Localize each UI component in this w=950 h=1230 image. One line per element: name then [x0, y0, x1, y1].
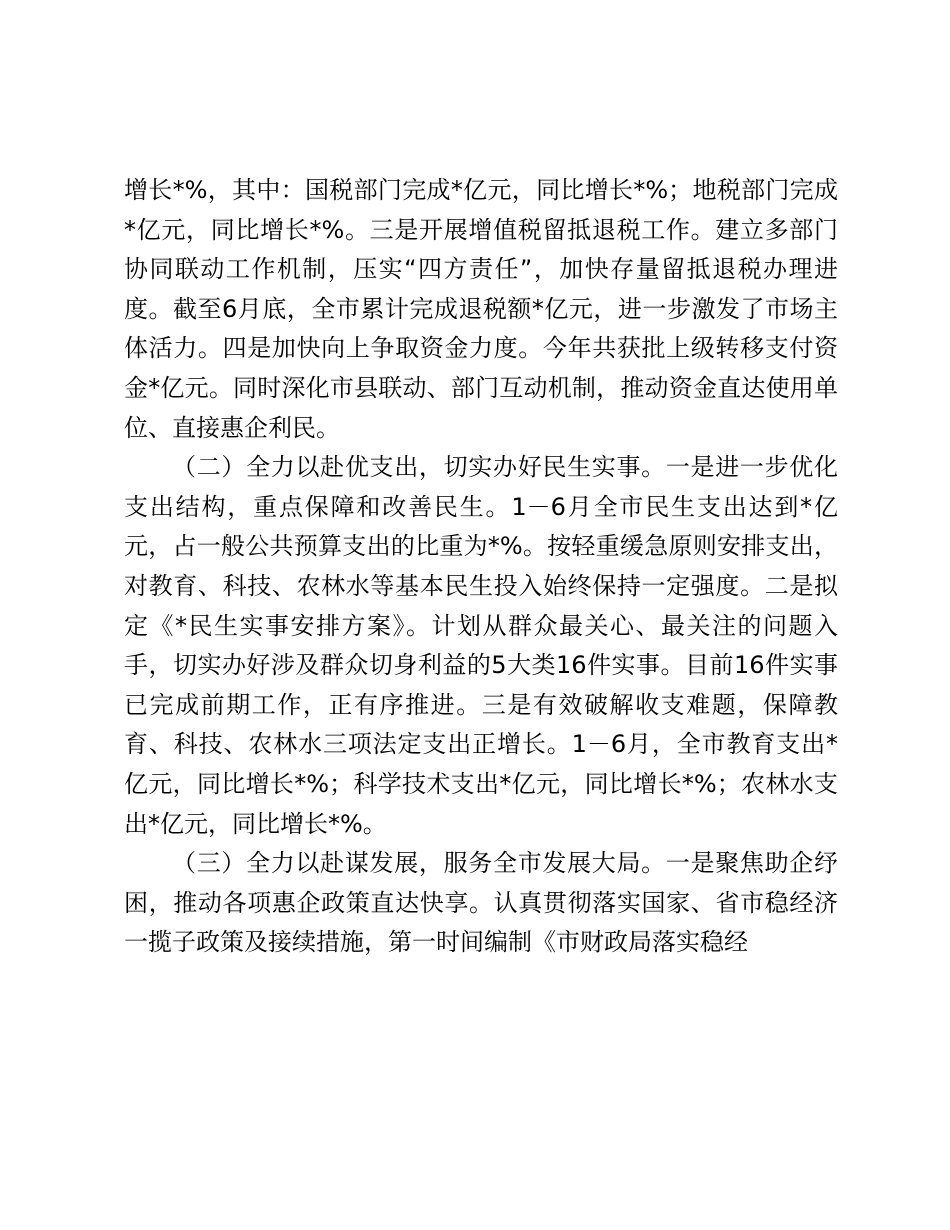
paragraph-expenditure: （二）全力以赴优支出，切实办好民生实事。一是进一步优化支出结构，重点保障和改善民生。1－6月全市民生支出达到*亿元，占一般公共预算支出的比重为*%。按轻重缓急原则安排支出，对教育、科技、农林水等基本民生投入始终保持一定强度。二是拟定《*民生实事安排方案》。计划从群众最关心、最关注的问题入手，切实办好涉及群众切身利益的5大类16件实事。目前16件实事已完成前期工作，正有序推进。三是有效破解收支难题，保障教育、科技、农林水三项法定支出正增长。1－6月，全市教育支出*亿元，同比增长*%；科学技术支出*亿元，同比增长*%；农林水支出*亿元，同比增长*%。 [124, 453, 838, 838]
paragraph-development: （三）全力以赴谋发展，服务全市发展大局。一是聚焦助企纾困，推动各项惠企政策直达快享。认真贯彻落实国家、省市稳经济一揽子政策及接续措施，第一时间编制《市财政局落实稳经 [124, 849, 838, 957]
paragraph-revenue: 增长*%，其中：国税部门完成*亿元，同比增长*%；地税部门完成*亿元，同比增长*%。三是开展增值税留抵退税工作。建立多部门协同联动工作机制，压实“四方责任”，加快存量留抵退税办理进度。截至6月底，全市累计完成退税额*亿元，进一步激发了市场主体活力。四是加快向上争取资金力度。今年共获批上级转移支付资金*亿元。同时深化市县联动、部门互动机制，推动资金直达使用单位、直接惠企利民。 [124, 176, 838, 442]
document-page [124, 171, 838, 963]
